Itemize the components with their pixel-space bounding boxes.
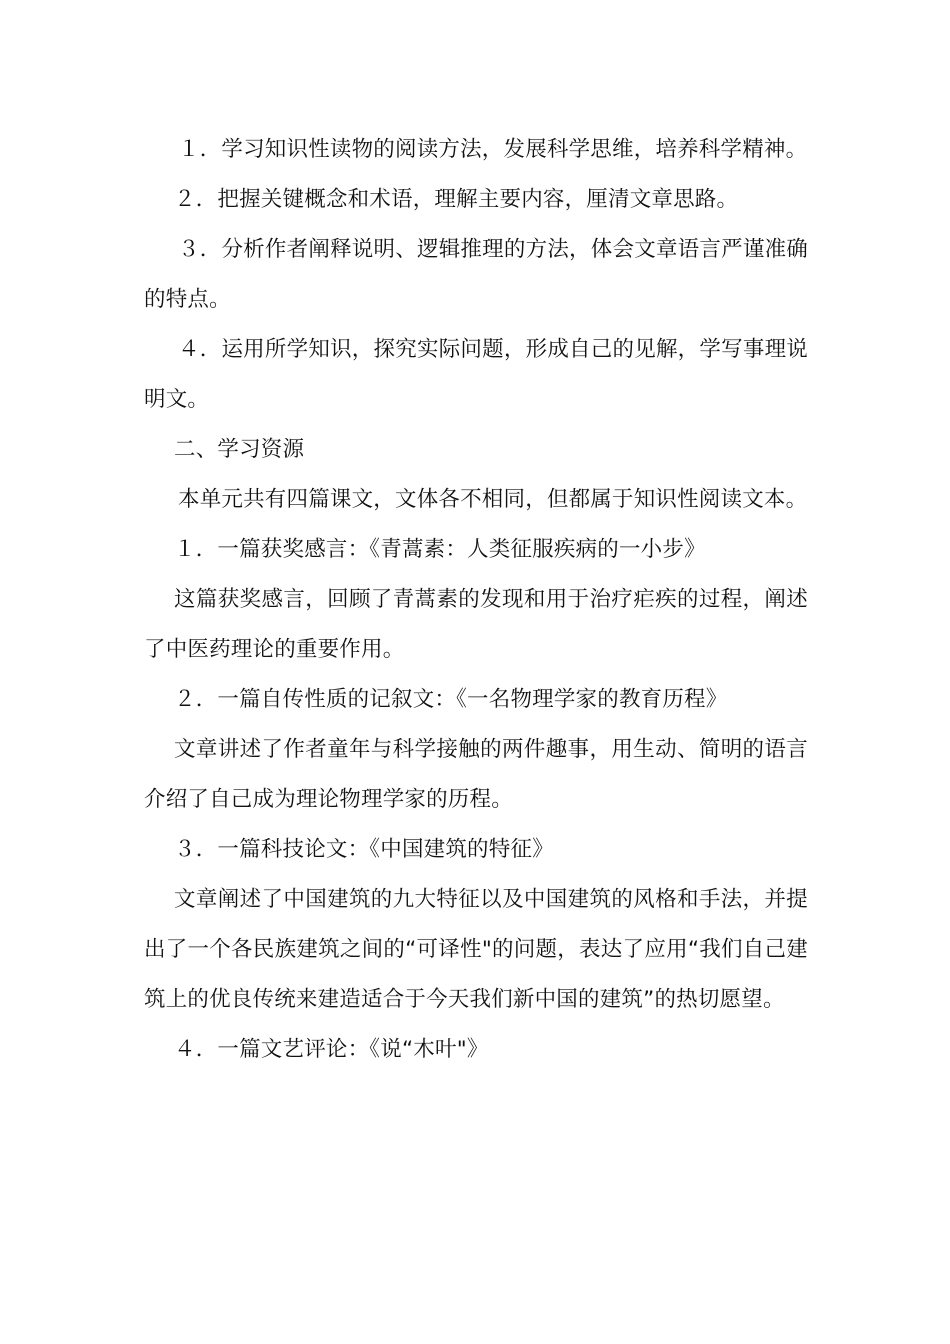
resource-item-3-title: ３．一篇科技论文：《中国建筑的特征》	[174, 837, 554, 862]
resources-intro: 本单元共有四篇课文，文体各不相同，但都属于知识性阅读文本。	[178, 487, 808, 512]
resource-item-1-description: 这篇获奖感言，回顾了青蒿素的发现和用于治疗疟疾的过程，阐述了中医药理论的重要作用。	[144, 587, 808, 662]
document-body	[144, 125, 808, 1075]
goal-item-2: ２．把握关键概念和术语，理解主要内容，厘清文章思路。	[174, 187, 739, 212]
resource-item-3-description: 文章阐述了中国建筑的九大特征以及中国建筑的风格和手法，并提出了一个各民族建筑之间的“可译性"的问题，表达了应用“我们自己建筑上的优良传统来建造适合于今天我们新中国的建筑”的热切愿望。	[144, 887, 808, 1012]
goal-item-1: １．学习知识性读物的阅读方法，发展科学思维，培养科学精神。	[178, 137, 808, 162]
goal-item-3: ３．分析作者阐释说明、逻辑推理的方法，体会文章语言严谨准确的特点。	[144, 237, 808, 312]
section-heading-learning-resources: 二、学习资源	[174, 437, 305, 462]
resource-item-2-title: ２．一篇自传性质的记叙文：《一名物理学家的教育历程》	[174, 687, 728, 712]
resource-item-1-title: １．一篇获奖感言：《青蒿素：人类征服疾病的一小步》	[174, 537, 706, 562]
resource-item-4-title: ４．一篇文艺评论：《说“木叶"》	[174, 1037, 489, 1062]
resource-item-2-description: 文章讲述了作者童年与科学接触的两件趣事，用生动、简明的语言介绍了自己成为理论物理学家的历程。	[144, 737, 808, 812]
goal-item-4: ４．运用所学知识，探究实际问题，形成自己的见解，学写事理说明文。	[144, 337, 808, 412]
